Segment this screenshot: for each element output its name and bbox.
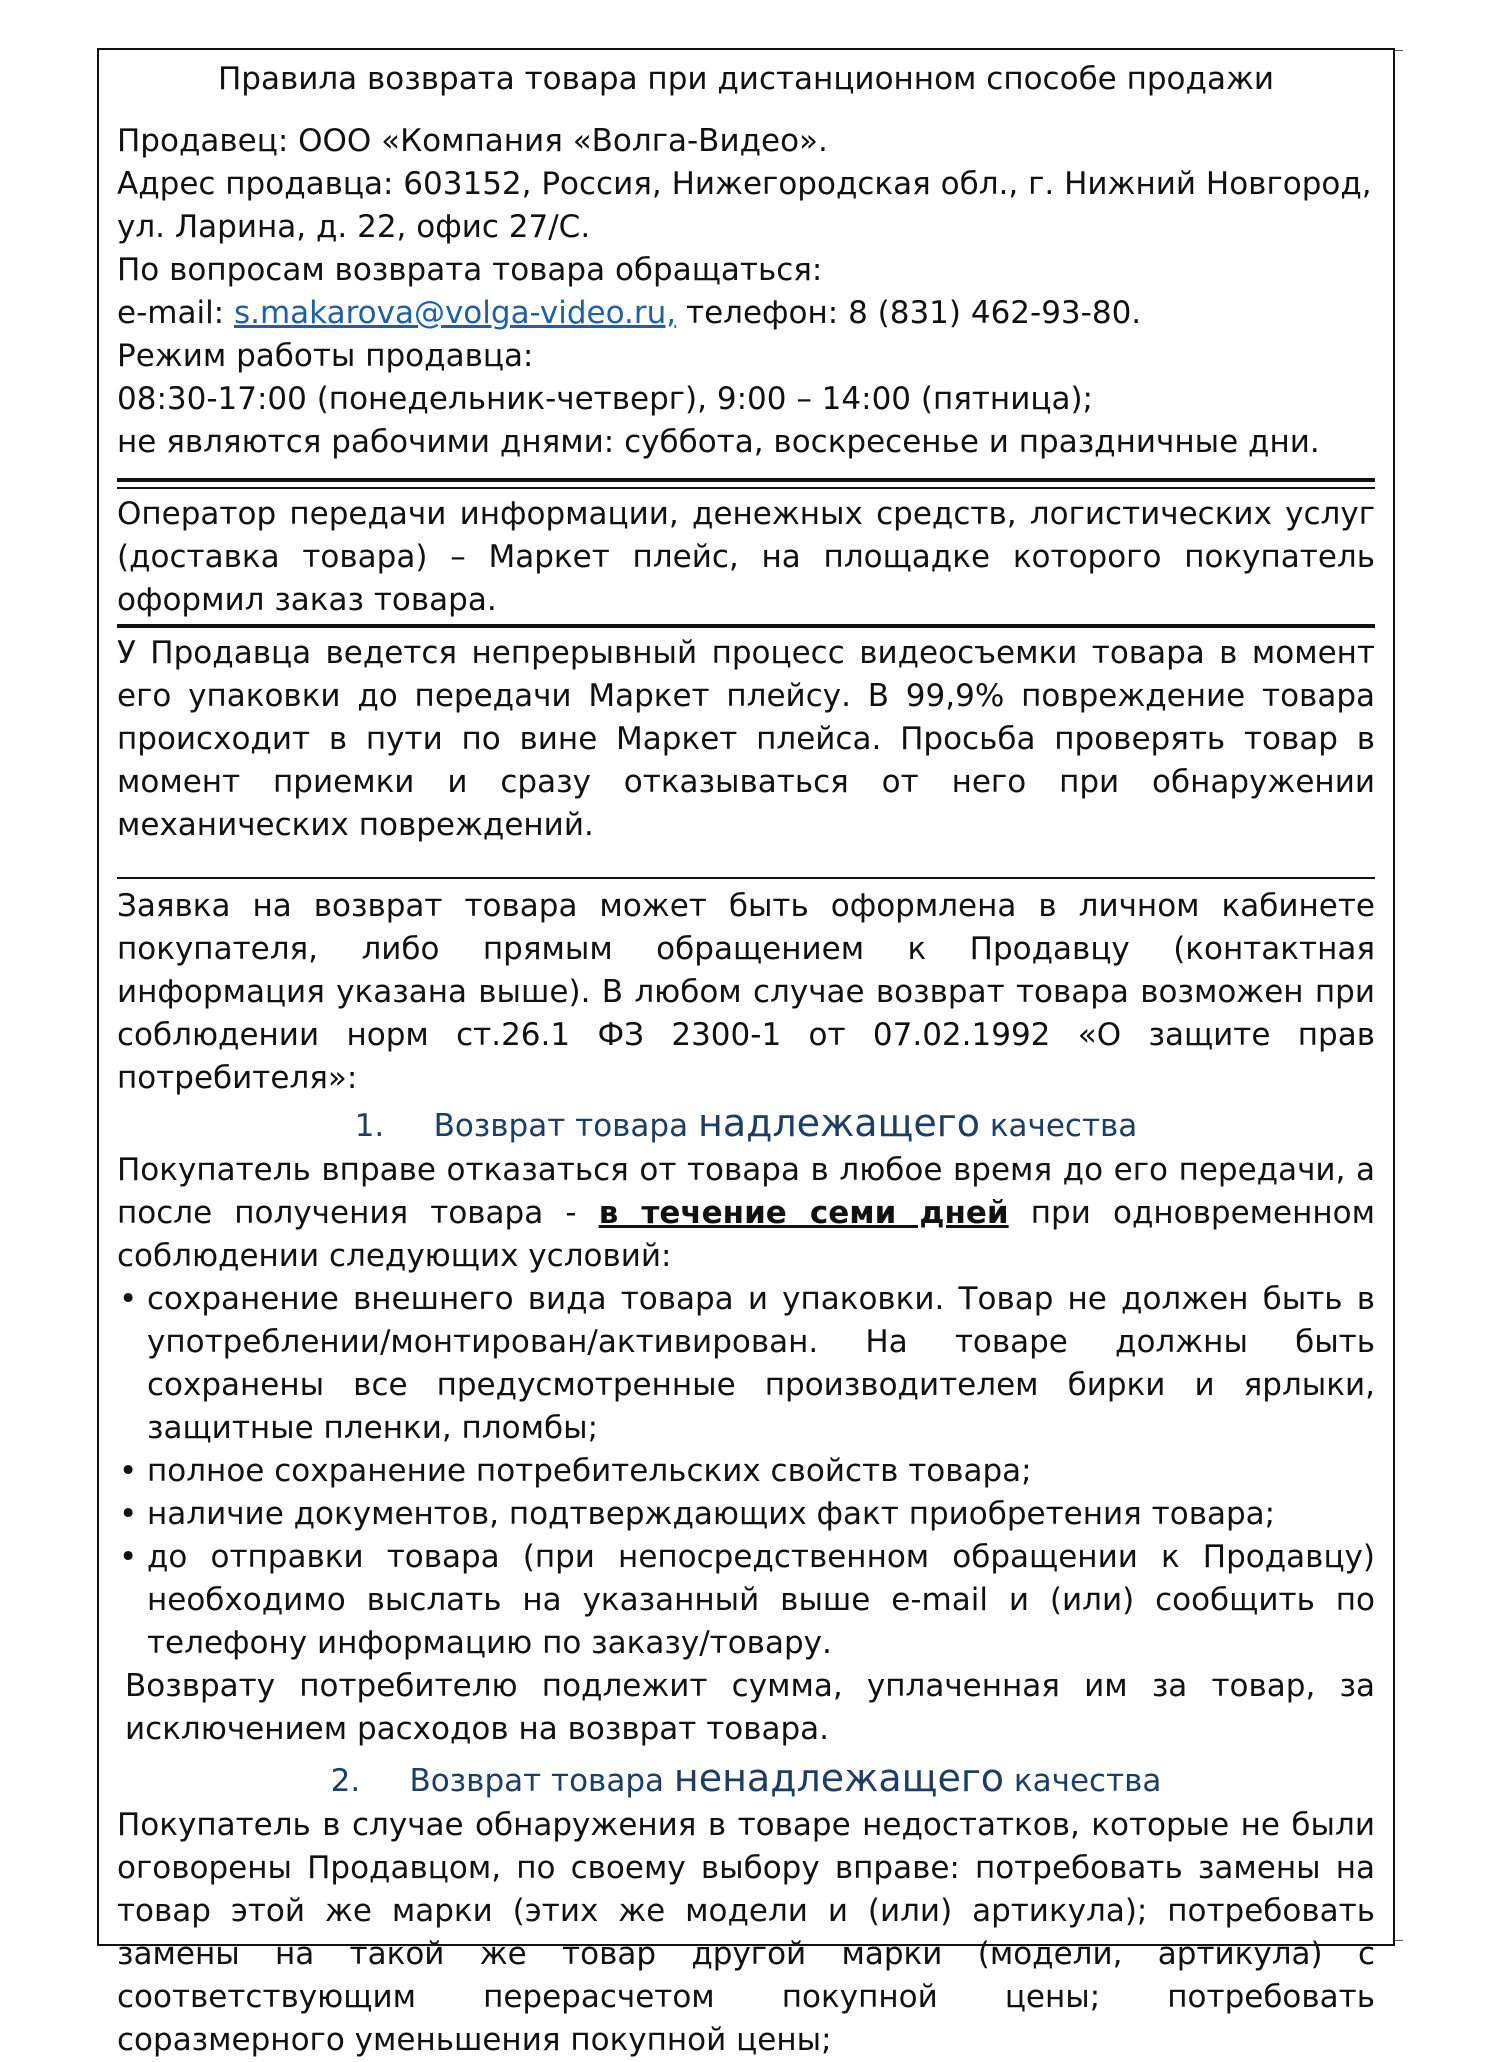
section-1-intro-start: Покупатель вправе отказаться от товара в любое время до его передачи, а после получения товара - [117,1152,1375,1231]
email-label: e-mail: [117,295,225,331]
section-1-suffix: качества [989,1108,1138,1144]
list-item: • полное сохранение потребительских свойств товара; [117,1450,1375,1493]
section-2-emphasis: ненадлежащего [673,1756,1005,1800]
email-link[interactable]: s.makarova@volga-video.ru, [233,295,677,331]
operator-paragraph: Оператор передачи информации, денежных средств, логистических услуг (доставка товара) – Маркет плейс, на площадке которого покупатель оформил заказ товара. [117,496,1375,618]
document-page [97,48,1395,2058]
seven-days-highlight: в течение семи дней [598,1195,1009,1231]
days-off-text: не являются рабочими днями: суббота, воскресенье и праздничные дни. [117,424,1320,460]
divider [117,487,1375,489]
divider [117,624,1375,628]
section-1-emphasis: надлежащего [697,1101,980,1145]
divider [117,877,1375,879]
section-2-number: 2. [330,1763,361,1799]
section-2-title [117,1755,1375,1804]
list-item: • до отправки товара (при непосредственном обращении к Продавцу) необходимо выслать на указанный выше e-mail и (или) сообщить по телефону информацию по заказу/товару. [117,1536,1375,1665]
conditions-list [117,1278,1375,1665]
contact-line [117,292,1375,335]
section-1-intro [117,1149,1375,1278]
list-item: • сохранение внешнего вида товара и упаковки. Товар не должен быть в употреблении/монтирован/активирован. На товаре должны быть сохранены все предусмотренные производителем бирки и ярлыки, защитные пленки, пломбы; [117,1278,1375,1450]
section-1-prefix: Возврат товара [433,1108,689,1144]
hours-text: 08:30-17:00 (понедельник-четверг), 9:00 – 14:00 (пятница); [117,381,1093,417]
return-contact-label: По вопросам возврата товара обращаться: [117,252,823,288]
seller-contacts [117,120,1375,464]
section-2-paragraph: Покупатель в случае обнаружения в товаре недостатков, которые не были оговорены Продавцом, по своему выбору вправе: потребовать замены на товар этой же марки (этих же модели и (или) артикула); потребовать замены на такой же товар другой марки (модели, артикула) с соответствующим перерасчетом покупной цены; потребовать соразмерного уменьшения покупной цены; [117,1807,1375,2058]
page-title: Правила возврата товара при дистанционном способе продажи [217,61,1275,97]
section-2-suffix: качества [1013,1763,1162,1799]
hours-label: Режим работы продавца: [117,338,534,374]
document-content [117,50,1375,2062]
list-item: • наличие документов, подтверждающих факт приобретения товара; [117,1493,1375,1536]
section-1-number: 1. [354,1108,385,1144]
divider [117,478,1375,482]
section-1-title [117,1100,1375,1149]
seller-address-line1: Адрес продавца: 603152, Россия, Нижегородская обл., г. Нижний Новгород, [117,166,1372,202]
section-2-prefix: Возврат товара [409,1763,664,1799]
refund-paragraph: Возврату потребителю подлежит сумма, уплаченная им за товар, за исключением расходов на возврат товара. [125,1668,1375,1747]
section-1-intro-end: при одновременном соблюдении следующих условий: [117,1195,1376,1274]
request-paragraph: Заявка на возврат товара может быть оформлена в личном кабинете покупателя, либо прямым обращением к Продавцу (контактная информация указана выше). В любом случае возврат товара возможен при соблюдении норм ст.26.1 ФЗ 2300-1 от 07.02.1992 «О защите прав потребителя»: [117,888,1375,1096]
seller-name: Продавец: ООО «Компания «Волга-Видео». [117,123,828,159]
seller-address-line2: ул. Ларина, д. 22, офис 27/С. [117,209,591,245]
phone-text: телефон: 8 (831) 462-93-80. [686,295,1142,331]
video-paragraph: У Продавца ведется непрерывный процесс видеосъемки товара в момент его упаковки до передачи Маркет плейсу. В 99,9% повреждение товара происходит в пути по вине Маркет плейса. Просьба проверять товар в момент приемки и сразу отказываться от него при обнаружении механических повреждений. [117,635,1375,843]
